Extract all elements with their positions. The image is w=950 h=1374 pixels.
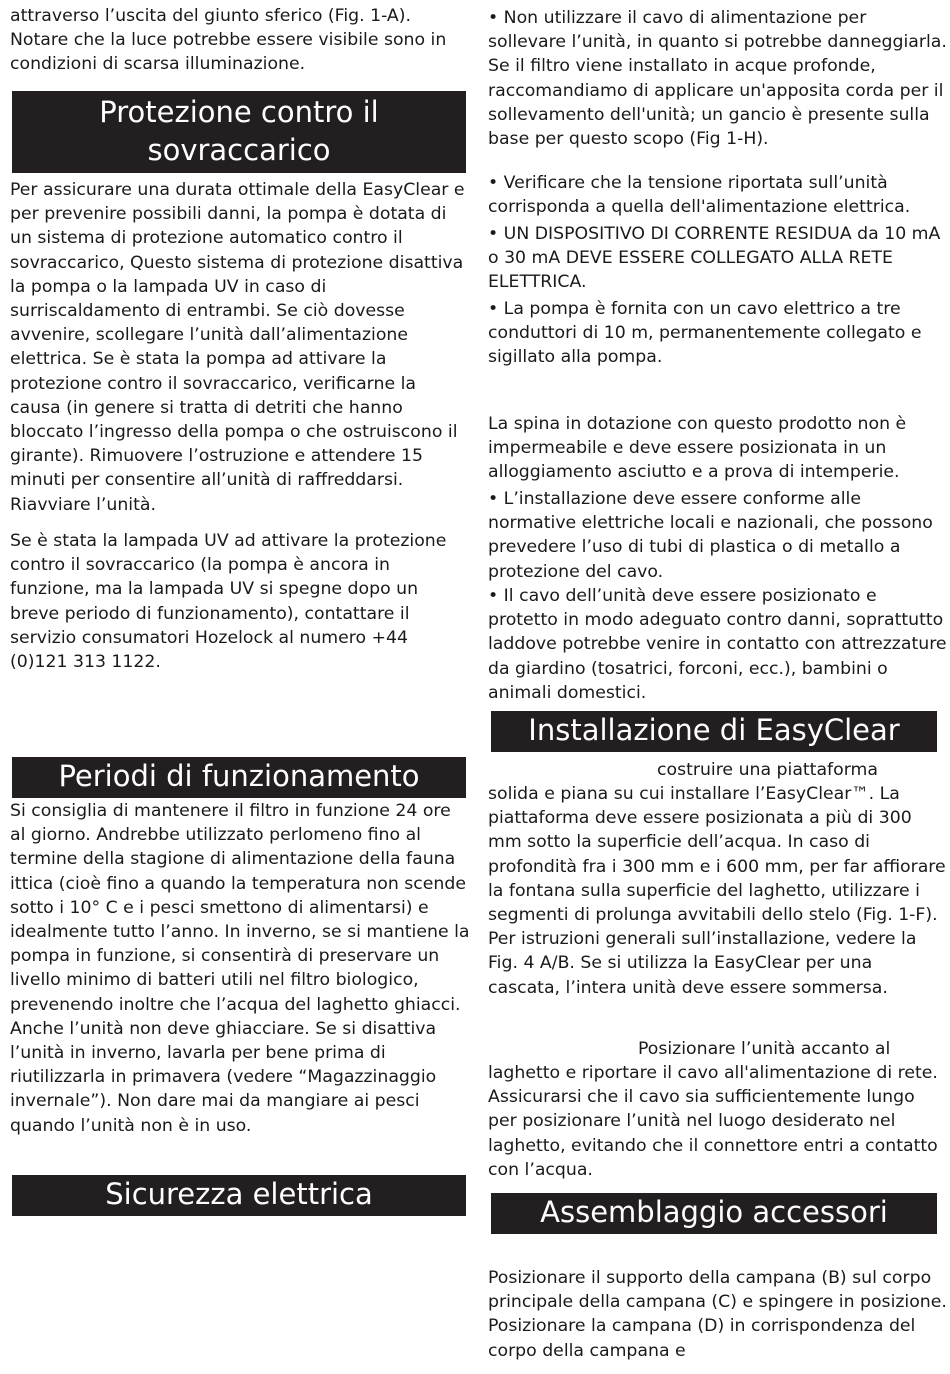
install-paragraph-1: solida e piana su cui installare l’EasyClear™. La piattaforma deve essere posizionata a più di 300 mm sotto la superficie dell’acqua. In caso di profondità fra i 300 mm e i 600 mm, per far affiorare la fontana sulla superficie del laghetto, utilizzare i segmenti di prolunga avvitabili dello stelo (Fig. 1-F). Per istruzioni generali sull’installazione, vedere la Fig. 4 A/B. Se si utilizza la EasyClear per una cascata, l’intera unità deve essere sommersa.	[488, 784, 946, 998]
periods-paragraph: Si consiglia di mantenere il filtro in funzione 24 ore al giorno. Andrebbe utilizzato perlomeno fino al termine della stagione di alimentazione della fauna ittica (cioè fino a quando la temperatura non scende sotto i 10° C e i pesci smettono di alimentarsi) e idealmente tutto l’anno. In inverno, se si mantiene la pompa in funzione, si consentirà di preservare un livello minimo di batteri utili nel filtro biologico, prevenendo inoltre che l’acqua del laghetto ghiacci. Anche l’unità non deve ghiacciare. Se si disattiva l’unità in inverno, lavarla per bene prima di riutilizzarla in primavera (vedere “Magazzinaggio invernale”). Non dare mai da mangiare ai pesci quando l’unità non è in uso.	[10, 801, 470, 1136]
bullet-regulations: • L’installazione deve essere conforme alle normative elettriche locali e nazionali, che possono prevedere l’uso di tubi di plastica o di metallo a protezione del cavo.	[488, 489, 933, 582]
bullet-lifting: • Non utilizzare il cavo di alimentazione per sollevare l’unità, in quanto si potrebbe danneggiarla. Se il filtro viene installato in acque profonde, raccomandiamo di applicare un'apposita corda per il sollevamento dell'unità; un gancio è presente sulla base per questo scopo (Fig 1-H).	[488, 8, 947, 150]
overload-paragraph-1: Per assicurare una durata ottimale della EasyClear e per prevenire possibili danni, la pompa è dotata di un sistema di protezione automatico contro il sovraccarico, Questo sistema di protezione disattiva la pompa o la lampada UV in caso di surriscaldamento di entrambi. Se ciò dovesse avvenire, scollegare l’unità dall’alimentazione elettrica. Se è stata la pompa ad attivare la protezione contro il sovraccarico, verificarne la causa (in genere si tratta di detriti che hanno bloccato l’ingresso della pompa o che ostruiscono il girante). Rimuovere l’ostruzione e attendere 15 minuti per consentire all’unità di raffreddarsi. Riavviare l’unità.	[10, 180, 465, 515]
install-paragraph-2-first-line: Posizionare l’unità accanto al	[638, 1039, 891, 1059]
heading-line-2: sovraccarico	[147, 133, 331, 167]
section-heading-accessories: Assemblaggio accessori	[491, 1193, 937, 1234]
accessories-paragraph: Posizionare il supporto della campana (B) sul corpo principale della campana (C) e spingere in posizione. Posizionare la campana (D) in corrispondenza del corpo della campana e	[488, 1268, 947, 1361]
install-paragraph-1-first-line: costruire una piattaforma	[657, 760, 878, 780]
section-heading-periods: Periodi di funzionamento	[12, 757, 466, 798]
bullet-cable-protection: • Il cavo dell’unità deve essere posizionato e protetto in modo adeguato contro danni, soprattutto laddove potrebbe venire in contatto con attrezzature da giardino (tosatrici, forconi, ecc.), bambini o animali domestici.	[488, 586, 947, 703]
bullet-cable: • La pompa è fornita con un cavo elettrico a tre conduttori di 10 m, permanentemente collegato e sigillato alla pompa.	[488, 299, 922, 368]
install-paragraph-2: laghetto e riportare il cavo all'alimentazione di rete. Assicurarsi che il cavo sia sufficientemente lungo per posizionare l’unità nel luogo desiderato nel laghetto, evitando che il connettore entri a contatto con l’acqua.	[488, 1063, 938, 1180]
heading-line-1: Protezione contro il	[99, 95, 379, 129]
intro-paragraph: attraverso l’uscita del giunto sferico (Fig. 1-A). Notare che la luce potrebbe essere visibile sono in condizioni di scarsa illuminazione.	[10, 6, 447, 75]
overload-paragraph-2: Se è stata la lampada UV ad attivare la protezione contro il sovraccarico (la pompa è ancora in funzione, ma la lampada UV si spegne dopo un breve periodo di funzionamento), contattare il servizio consumatori Hozelock al numero +44 (0)121 313 1122.	[10, 531, 447, 673]
section-heading-install: Installazione di EasyClear	[491, 711, 937, 752]
plug-paragraph: La spina in dotazione con questo prodotto non è impermeabile e deve essere posizionata in un alloggiamento asciutto e a prova di intemperie.	[488, 414, 907, 483]
section-heading-electrical: Sicurezza elettrica	[12, 1175, 466, 1216]
bullet-rcd: • UN DISPOSITIVO DI CORRENTE RESIDUA da 10 mA o 30 mA DEVE ESSERE COLLEGATO ALLA RETE ELETTRICA.	[488, 224, 941, 293]
section-heading-overload	[12, 91, 466, 173]
bullet-voltage: • Verificare che la tensione riportata sull’unità corrisponda a quella dell'alimentazione elettrica.	[488, 173, 911, 218]
